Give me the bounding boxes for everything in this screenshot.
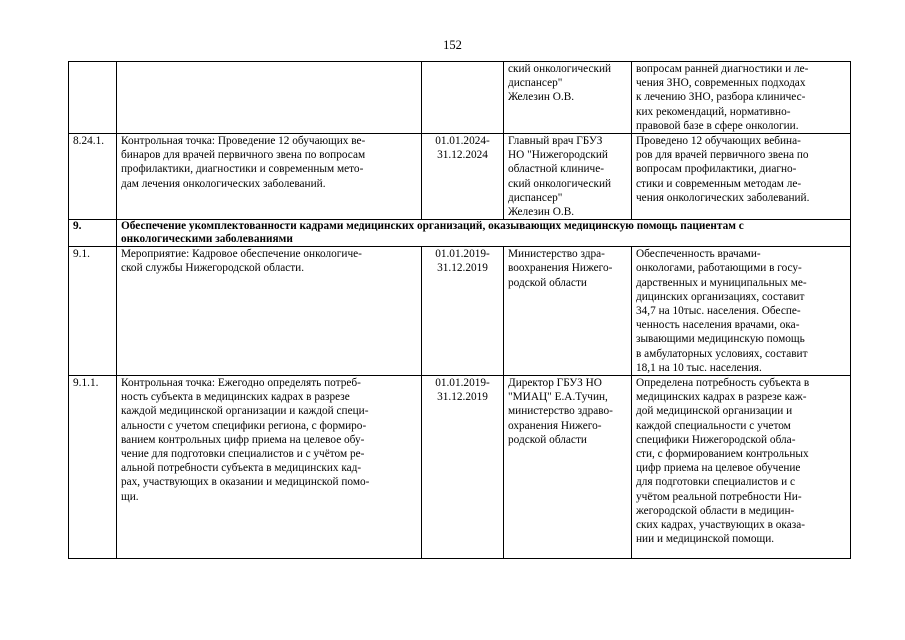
cell-dates: 01.01.2019- 31.12.2019 bbox=[422, 376, 504, 559]
table-row bbox=[69, 247, 851, 376]
cell-responsible: Директор ГБУЗ НО "МИАЦ" Е.А.Тучин, министерство здраво- охранения Нижего- родской области bbox=[504, 376, 632, 559]
section-header-row bbox=[69, 220, 851, 247]
section-title: Обеспечение укомплектованности кадрами медицинских организаций, оказывающих медицинскую помощь пациентам с онкологическими заболеваниями bbox=[117, 220, 851, 247]
cell-dates: 01.01.2019- 31.12.2019 bbox=[422, 247, 504, 376]
cell-event: Мероприятие: Кадровое обеспечение онкологиче- ской службы Нижегородской области. bbox=[117, 247, 422, 376]
plan-table bbox=[68, 61, 851, 559]
cell-result: Обеспеченность врачами- онкологами, работающими в госу- дарственных и муниципальных ме- дицинских организациях, составит 34,7 на 10тыс. населения. Обеспе- ченность населения врачами, ока- зывающими медицинскую помощь в амбулаторных условиях, составит 18,1 на 10 тыс. населения. bbox=[632, 247, 851, 376]
cell-responsible: ский онкологический диспансер" Железин О.В. bbox=[504, 62, 632, 134]
cell-result: вопросам ранней диагностики и ле- чения ЗНО, современных подходах к лечению ЗНО, разбора клиничес- ких рекомендаций, нормативно- правовой базе в сфере онкологии. bbox=[632, 62, 851, 134]
cell-num: 8.24.1. bbox=[69, 134, 117, 220]
cell-dates: 01.01.2024- 31.12.2024 bbox=[422, 134, 504, 220]
page-number: 152 bbox=[443, 38, 462, 52]
cell-event: Контрольная точка: Проведение 12 обучающих ве- бинаров для врачей первичного звена по вопросам профилактики, диагностики и современным мето- дам лечения онкологических заболеваний. bbox=[117, 134, 422, 220]
cell-responsible: Главный врач ГБУЗ НО "Нижегородский областной клиниче- ский онкологический диспансер" Железин О.В. bbox=[504, 134, 632, 220]
cell-dates bbox=[422, 62, 504, 134]
table-row bbox=[69, 376, 851, 559]
cell-responsible: Министерство здра- воохранения Нижего- родской области bbox=[504, 247, 632, 376]
table-row bbox=[69, 62, 851, 134]
cell-event bbox=[117, 62, 422, 134]
cell-event: Контрольная точка: Ежегодно определять потреб- ность субъекта в медицинских кадрах в разрезе каждой медицинской организации и каждой специ- альности с учетом специфики региона, с формиро- ванием контрольных цифр приема на целевое обу- чение для подготовки специалистов и с учётом ре- альной потребности субъекта в медицинских кад- рах, участвующих в оказании и медицинской помо- щи. bbox=[117, 376, 422, 559]
table-row bbox=[69, 134, 851, 220]
section-number: 9. bbox=[69, 220, 117, 247]
cell-num bbox=[69, 62, 117, 134]
cell-result: Проведено 12 обучающих вебина- ров для врачей первичного звена по вопросам профилактики, диагно- стики и современным методам ле- чения онкологических заболеваний. bbox=[632, 134, 851, 220]
cell-num: 9.1. bbox=[69, 247, 117, 376]
cell-num: 9.1.1. bbox=[69, 376, 117, 559]
cell-result: Определена потребность субъекта в медицинских кадрах в разрезе каж- дой медицинской организации и каждой специальности с учетом специфики Нижегородской обла- сти, с формированием контрольных цифр приема на целевое обучение для подготовки специалистов и с учётом реальной потребности Ни- жегородской области в медицин- ских кадрах, участвующих в оказа- нии и медицинской помощи. bbox=[632, 376, 851, 559]
